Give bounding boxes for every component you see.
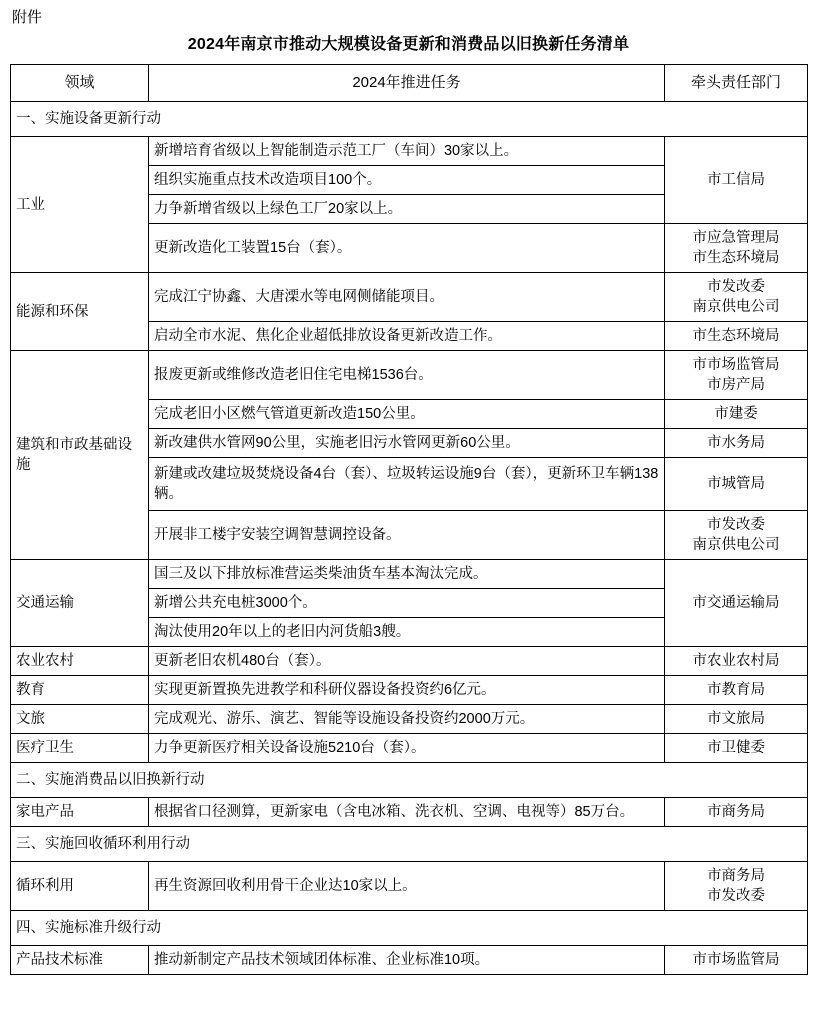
section-heading: 三、实施回收循环利用行动: [11, 827, 808, 862]
dept-name: 市卫健委: [707, 740, 765, 756]
dept-name: 市市场监管局: [692, 952, 780, 968]
table-row: [11, 705, 808, 734]
dept-cell: [665, 511, 808, 560]
task-cell: 实现更新置换先进教学和科研仪器设备投资约6亿元。: [149, 676, 665, 705]
dept-name: 市文旅局: [707, 711, 765, 727]
dept-cell: [665, 400, 808, 429]
section-heading: 二、实施消费品以旧换新行动: [11, 763, 808, 798]
dept-name: 南京供电公司: [692, 537, 780, 553]
dept-cell: [665, 224, 808, 273]
dept-name: 市农业农村局: [692, 653, 780, 669]
domain-cell: 农业农村: [11, 647, 149, 676]
task-cell: 新增培育省级以上智能制造示范工厂（车间）30家以上。: [149, 137, 665, 166]
dept-name: 市发改委: [707, 279, 765, 295]
table-row: [11, 798, 808, 827]
column-header-task: 2024年推进任务: [149, 65, 665, 102]
dept-cell: [665, 946, 808, 975]
domain-cell: 循环利用: [11, 862, 149, 911]
domain-cell: 教育: [11, 676, 149, 705]
section-heading: 四、实施标准升级行动: [11, 911, 808, 946]
dept-name: 市水务局: [707, 435, 765, 451]
section-heading-row: [11, 102, 808, 137]
dept-cell: [665, 734, 808, 763]
task-cell: 启动全市水泥、焦化企业超低排放设备更新改造工作。: [149, 322, 665, 351]
table-row: [11, 351, 808, 400]
dept-name: 市发改委: [707, 888, 765, 904]
task-cell: 淘汰使用20年以上的老旧内河货船3艘。: [149, 618, 665, 647]
domain-cell: 文旅: [11, 705, 149, 734]
dept-cell: [665, 137, 808, 224]
table-row: [11, 273, 808, 322]
section-heading-row: [11, 763, 808, 798]
task-list-table: [10, 64, 808, 975]
dept-cell: [665, 458, 808, 511]
dept-name: 市教育局: [707, 682, 765, 698]
dept-name: 市应急管理局: [692, 230, 780, 246]
table-row: [11, 862, 808, 911]
task-cell: 更新改造化工装置15台（套）。: [149, 224, 665, 273]
task-cell: 再生资源回收利用骨干企业达10家以上。: [149, 862, 665, 911]
dept-name: 市城管局: [707, 476, 765, 492]
dept-cell: [665, 273, 808, 322]
dept-name: 市建委: [714, 406, 758, 422]
dept-name: 市交通运输局: [692, 595, 780, 611]
task-cell: 开展非工楼宇安装空调智慧调控设备。: [149, 511, 665, 560]
domain-cell: 交通运输: [11, 560, 149, 647]
dept-name: 市商务局: [707, 868, 765, 884]
attachment-label: 附件: [12, 9, 43, 26]
task-cell: 组织实施重点技术改造项目100个。: [149, 166, 665, 195]
dept-cell: [665, 798, 808, 827]
dept-cell: [665, 676, 808, 705]
task-cell: 新建或改建垃圾焚烧设备4台（套）、垃圾转运设施9台（套），更新环卫车辆138辆。: [149, 458, 665, 511]
task-cell: 报废更新或维修改造老旧住宅电梯1536台。: [149, 351, 665, 400]
domain-cell: 产品技术标准: [11, 946, 149, 975]
domain-cell: 医疗卫生: [11, 734, 149, 763]
dept-name: 市发改委: [707, 517, 765, 533]
dept-name: 市生态环境局: [692, 328, 780, 344]
dept-cell: [665, 322, 808, 351]
dept-name: 市商务局: [707, 804, 765, 820]
column-header-domain: 领域: [11, 65, 149, 102]
task-cell: 完成江宁协鑫、大唐溧水等电网侧储能项目。: [149, 273, 665, 322]
domain-cell: 能源和环保: [11, 273, 149, 351]
dept-name: 南京供电公司: [692, 299, 780, 315]
table-row: [11, 734, 808, 763]
section-heading: 一、实施设备更新行动: [11, 102, 808, 137]
task-cell: 推动新制定产品技术领域团体标准、企业标准10项。: [149, 946, 665, 975]
task-cell: 新改建供水管网90公里，实施老旧污水管网更新60公里。: [149, 429, 665, 458]
task-cell: 完成老旧小区燃气管道更新改造150公里。: [149, 400, 665, 429]
task-cell: 力争更新医疗相关设备设施5210台（套）。: [149, 734, 665, 763]
table-row: [11, 137, 808, 166]
domain-cell: 家电产品: [11, 798, 149, 827]
table-body: [11, 65, 808, 975]
task-cell: 完成观光、游乐、演艺、智能等设施设备投资约2000万元。: [149, 705, 665, 734]
dept-cell: [665, 560, 808, 647]
page-title: 2024年南京市推动大规模设备更新和消费品以旧换新任务清单: [187, 36, 630, 53]
table-row: [11, 647, 808, 676]
dept-cell: [665, 862, 808, 911]
dept-cell: [665, 351, 808, 400]
task-cell: 更新老旧农机480台（套）。: [149, 647, 665, 676]
dept-cell: [665, 647, 808, 676]
dept-name: 市房产局: [707, 377, 765, 393]
dept-name: 市生态环境局: [692, 250, 780, 266]
domain-cell: 建筑和市政基础设施: [11, 351, 149, 560]
dept-name: 市市场监管局: [692, 357, 780, 373]
task-cell: 国三及以下排放标准营运类柴油货车基本淘汰完成。: [149, 560, 665, 589]
task-cell: 新增公共充电桩3000个。: [149, 589, 665, 618]
section-heading-row: [11, 911, 808, 946]
task-cell: 力争新增省级以上绿色工厂20家以上。: [149, 195, 665, 224]
dept-cell: [665, 705, 808, 734]
table-row: [11, 676, 808, 705]
dept-name: 市工信局: [707, 172, 765, 188]
domain-cell: 工业: [11, 137, 149, 273]
task-cell: 根据省口径测算，更新家电（含电冰箱、洗衣机、空调、电视等）85万台。: [149, 798, 665, 827]
table-row: [11, 560, 808, 589]
table-row: [11, 946, 808, 975]
section-heading-row: [11, 827, 808, 862]
table-header-row: [11, 65, 808, 102]
column-header-dept: 牵头责任部门: [665, 65, 808, 102]
dept-cell: [665, 429, 808, 458]
